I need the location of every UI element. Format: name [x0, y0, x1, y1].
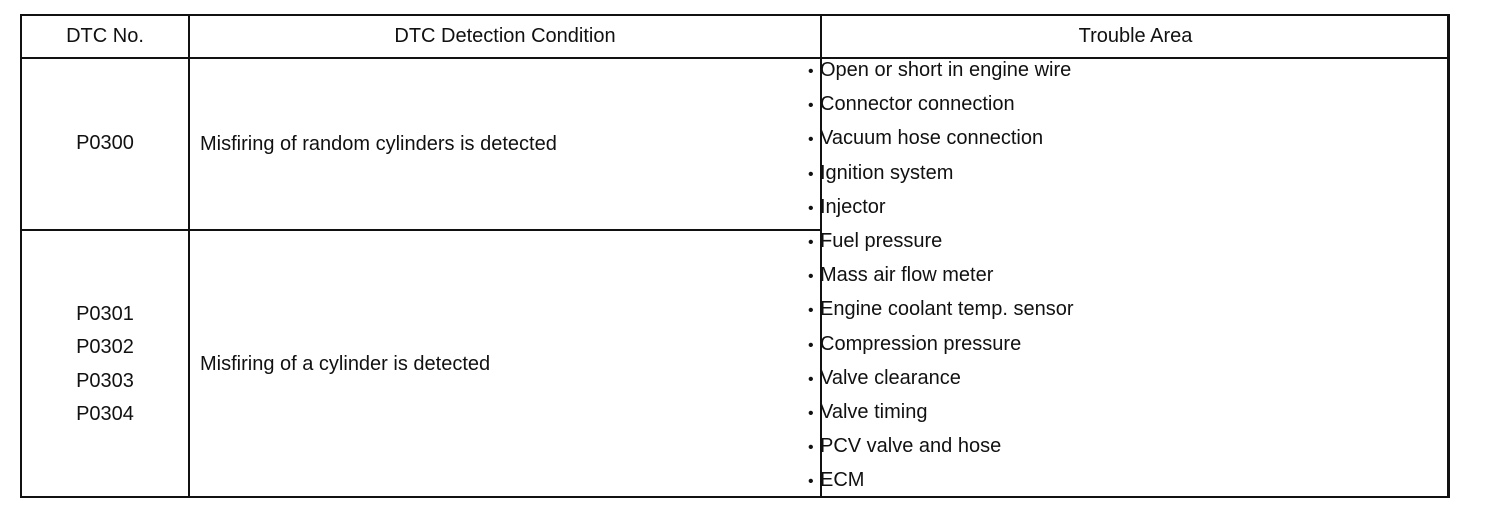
trouble-area-item: • Mass air flow meter: [808, 259, 1074, 293]
header-trouble-area: Trouble Area: [1078, 25, 1193, 47]
dtc-code: P0303: [76, 369, 134, 392]
trouble-area-item: • PCV valve and hose: [808, 430, 1074, 464]
bullet: •: [808, 370, 814, 388]
trouble-area-item: • Connector connection: [808, 88, 1074, 122]
bullet: •: [808, 268, 814, 286]
trouble-area-item: • Fuel pressure: [808, 225, 1074, 259]
dtc-code: P0300: [76, 132, 134, 155]
trouble-area-item: • Engine coolant temp. sensor: [808, 293, 1074, 327]
bullet: •: [808, 165, 814, 183]
trouble-area-item: • Valve clearance: [808, 362, 1074, 396]
header-dtc-no: DTC No.: [66, 25, 144, 47]
trouble-area-item: • Open or short in engine wire: [808, 54, 1074, 88]
trouble-area-list: [808, 54, 1074, 499]
bullet: •: [808, 439, 814, 457]
header-detection-condition: DTC Detection Condition: [394, 25, 616, 47]
bullet: •: [808, 97, 814, 115]
dtc-table: [20, 14, 1450, 498]
detection-condition-cell: Misfiring of a cylinder is detected: [200, 353, 491, 375]
trouble-area-item: • Injector: [808, 191, 1074, 225]
bullet: •: [808, 473, 814, 491]
detection-condition-cell: Misfiring of random cylinders is detected: [200, 132, 557, 155]
trouble-area-item: • Ignition system: [808, 157, 1074, 191]
bullet: •: [808, 405, 814, 423]
bullet: •: [808, 302, 814, 320]
dtc-code: P0302: [76, 336, 134, 358]
bullet: •: [808, 63, 814, 80]
column-divider: [188, 16, 190, 496]
bullet: •: [808, 234, 814, 252]
bullet: •: [808, 131, 814, 149]
trouble-area-item: • Compression pressure: [808, 328, 1074, 362]
dtc-code: P0304: [76, 403, 134, 425]
trouble-area-item: • ECM: [808, 464, 1074, 498]
bullet: •: [808, 199, 814, 217]
trouble-area-item: • Vacuum hose connection: [808, 122, 1074, 156]
bullet: •: [808, 336, 814, 354]
trouble-area-item: • Valve timing: [808, 396, 1074, 430]
dtc-code-cell: [22, 59, 188, 229]
dtc-code: P0301: [76, 302, 134, 325]
dtc-code-cell: [22, 231, 188, 498]
